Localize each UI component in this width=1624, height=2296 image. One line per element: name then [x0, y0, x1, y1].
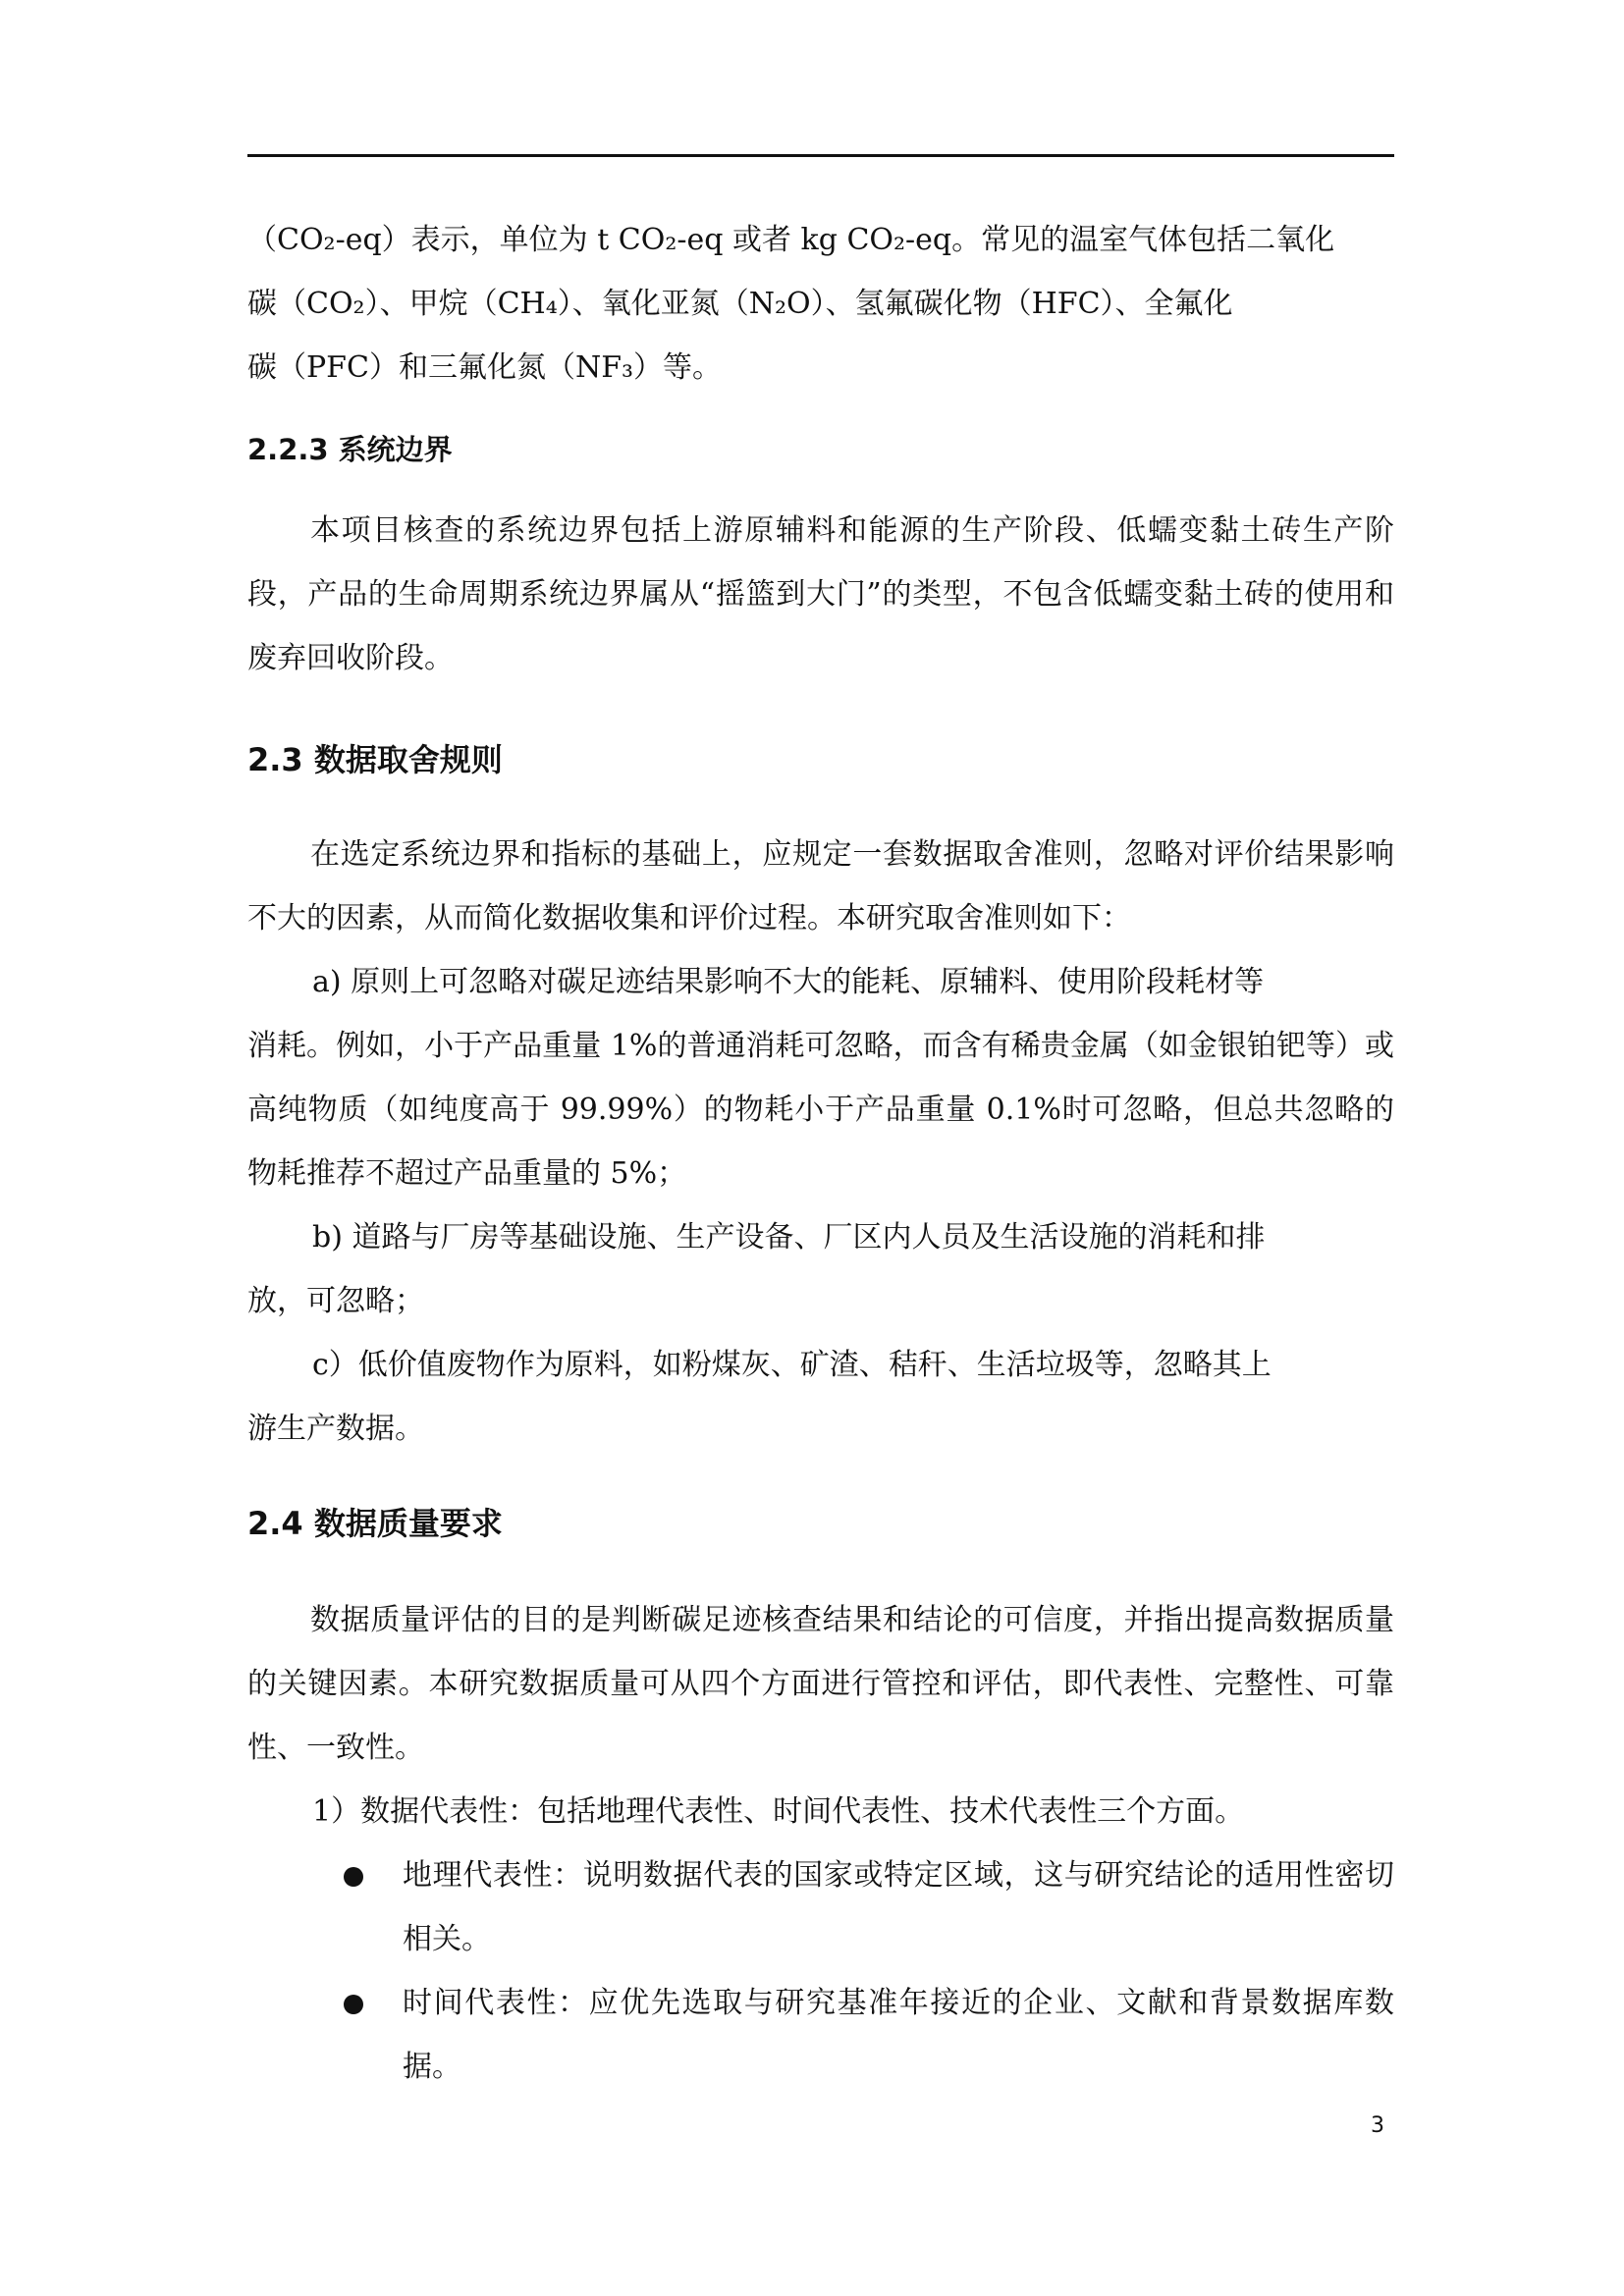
- paragraph-system-boundary: 本项目核查的系统边界包括上游原辅料和能源的生产阶段、低蠕变黏土砖生产阶段，产品的生命周期系统边界属从“摇篮到大门”的类型，不包含低蠕变黏土砖的使用和废弃回收阶段。: [247, 513, 1394, 675]
- paragraph-line: （CO₂-eq）表示，单位为 t CO₂-eq 或者 kg CO₂-eq。常见的温室气体包括二氧化: [247, 223, 1335, 257]
- bullet-dot-icon: [344, 1995, 363, 2014]
- rule-a-first-line: a) 原则上可忽略对碳足迹结果影响不大的能耗、原辅料、使用阶段耗材等: [312, 965, 1265, 999]
- section-heading-2-4: 2.4 数据质量要求: [247, 1505, 503, 1542]
- rule-b-rest: 放，可忽略；: [247, 1284, 424, 1318]
- rule-a-rest: 消耗。例如，小于产品重量 1%的普通消耗可忽略，而含有稀贵金属（如金银铂钯等）或高纯物质（如纯度高于 99.99%）的物耗小于产品重量 0.1%时可忽略，但总共忽略的物耗推荐不超过产品重量的 5%；: [247, 1029, 1394, 1191]
- paragraph-cutoff-intro: 在选定系统边界和指标的基础上，应规定一套数据取舍准则，忽略对评价结果影响不大的因素，从而简化数据收集和评价过程。本研究取舍准则如下：: [247, 837, 1394, 935]
- paragraph-line: 碳（CO₂）、甲烷（CH₄）、氧化亚氮（N₂O）、氢氟碳化物（HFC）、全氟化: [247, 287, 1233, 321]
- rule-b-first-line: b) 道路与厂房等基础设施、生产设备、厂区内人员及生活设施的消耗和排: [312, 1220, 1266, 1255]
- section-heading-2-3: 2.3 数据取舍规则: [247, 741, 503, 778]
- rule-c-first-line: c）低价值废物作为原料，如粉煤灰、矿渣、秸秆、生活垃圾等，忽略其上: [312, 1348, 1272, 1382]
- header-rule: [247, 154, 1394, 157]
- bullet-text: 地理代表性：说明数据代表的国家或特定区域，这与研究结论的适用性密切相关。: [403, 1858, 1394, 1956]
- bullet-dot-icon: [344, 1867, 363, 1887]
- data-representativeness-item: 1）数据代表性：包括地理代表性、时间代表性、技术代表性三个方面。: [312, 1794, 1245, 1829]
- bullet-text: 时间代表性：应优先选取与研究基准年接近的企业、文献和背景数据库数据。: [403, 1986, 1394, 2084]
- paragraph-data-quality-intro: 数据质量评估的目的是判断碳足迹核查结果和结论的可信度，并指出提高数据质量的关键因素。本研究数据质量可从四个方面进行管控和评估，即代表性、完整性、可靠性、一致性。: [247, 1603, 1394, 1765]
- paragraph-line: 碳（PFC）和三氟化氮（NF₃）等。: [247, 350, 723, 385]
- page-number: 3: [1371, 2113, 1384, 2138]
- rule-c-rest: 游生产数据。: [247, 1412, 424, 1446]
- section-heading-2-2-3: 2.2.3 系统边界: [247, 433, 453, 466]
